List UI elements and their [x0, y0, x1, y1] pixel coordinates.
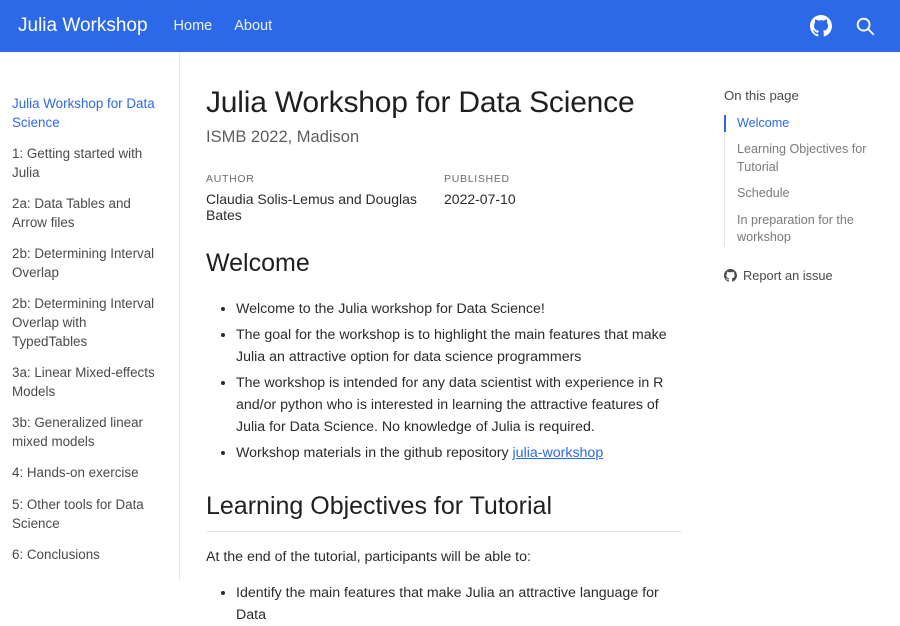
- sidebar-item-data-tables-and-arrow-files[interactable]: 2a: Data Tables and Arrow files: [12, 196, 131, 231]
- objectives-list: [206, 582, 682, 626]
- welcome-heading: Welcome: [206, 249, 310, 277]
- sidebar-item-other-tools-for-data-science[interactable]: 5: Other tools for Data Science: [12, 496, 144, 531]
- sidebar-item-conclusions[interactable]: 6: Conclusions: [12, 546, 100, 562]
- toc-item-welcome[interactable]: Welcome: [737, 115, 884, 132]
- list-item: • The goal for the workshop is to highlight the main features that make Julia an attractive option for data science programmers: [236, 324, 682, 368]
- sidebar-item-determining-interval-overlap[interactable]: 2b: Determining Interval Overlap: [12, 246, 155, 281]
- github-icon: [724, 269, 737, 282]
- published-value: 2022-07-10: [444, 191, 516, 207]
- top-navbar: [0, 0, 900, 52]
- sidebar-item-generalized-linear-mixed-models[interactable]: 3b: Generalized linear mixed models: [12, 415, 144, 450]
- report-an-issue-label: Report an issue: [743, 268, 833, 284]
- nav-links: [174, 18, 273, 34]
- left-sidebar: [0, 52, 180, 580]
- page-layout: [0, 52, 900, 623]
- report-an-issue-link[interactable]: [724, 268, 884, 283]
- sidebar-item-determining-interval-overlap-typedtables[interactable]: 2b: Determining Interval Overlap with TypedTables: [12, 296, 155, 350]
- toc-item-learning-objectives-for-tutorial[interactable]: Learning Objectives for Tutorial: [737, 142, 867, 174]
- toc-list: [724, 115, 884, 246]
- repo-text-prefix: Workshop materials in the github repository: [236, 445, 513, 461]
- author-value: Claudia Solis-Lemus and Douglas Bates: [206, 191, 417, 223]
- julia-workshop-repo-link[interactable]: julia-workshop: [512, 445, 604, 461]
- page-subtitle: ISMB 2022, Madison: [206, 128, 360, 146]
- list-item: • Welcome to the Julia workshop for Data Science!: [236, 298, 682, 320]
- search-icon[interactable]: [854, 15, 876, 37]
- toc-item-in-preparation-for-the-workshop[interactable]: In preparation for the workshop: [737, 212, 854, 244]
- nav-link-home[interactable]: Home: [173, 18, 213, 34]
- sidebar-item-hands-on-exercise[interactable]: 4: Hands-on exercise: [12, 465, 139, 481]
- page-title: Julia Workshop for Data Science: [206, 86, 635, 119]
- table-of-contents: [710, 52, 900, 580]
- objectives-heading: Learning Objectives for Tutorial: [206, 492, 682, 532]
- sidebar-item-julia-workshop-for-data-science[interactable]: Julia Workshop for Data Science: [12, 96, 155, 131]
- published-label: PUBLISHED: [444, 173, 510, 185]
- document-metadata: [206, 173, 682, 223]
- main-content: [180, 52, 710, 623]
- sidebar-item-linear-mixed-effects-models[interactable]: 3a: Linear Mixed-effects Models: [12, 365, 155, 400]
- published-block: [444, 173, 682, 223]
- nav-link-about[interactable]: About: [234, 18, 273, 34]
- toc-item-schedule[interactable]: Schedule: [737, 186, 790, 201]
- objectives-intro: At the end of the tutorial, participants will be able to:: [206, 549, 531, 565]
- list-item: • The workshop is intended for any data scientist with experience in R and/or python who is interested in learning the attractive features of Julia for Data Science. No knowledge of Julia is required.: [236, 372, 682, 438]
- sidebar-item-getting-started-with-julia[interactable]: 1: Getting started with Julia: [12, 146, 143, 181]
- author-label: AUTHOR: [206, 173, 255, 185]
- author-block: [206, 173, 444, 223]
- site-brand[interactable]: Julia Workshop: [18, 15, 148, 36]
- github-icon[interactable]: [810, 15, 832, 37]
- toc-title: On this page: [724, 88, 799, 103]
- nav-icons: [810, 15, 882, 37]
- list-item-repository: [236, 442, 682, 464]
- list-item: • Identify the main features that make Julia an attractive language for Data: [236, 582, 682, 626]
- welcome-list: [206, 298, 682, 464]
